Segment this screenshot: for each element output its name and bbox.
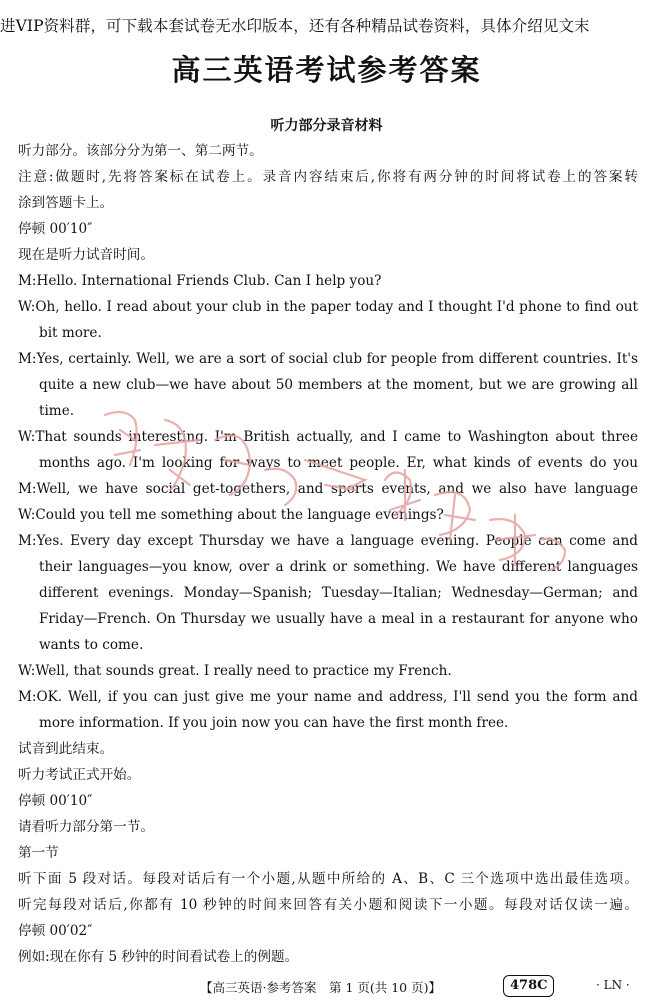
transcript-line: 听下面 5 段对话。每段对话后有一个小题,从题中所给的 A、B、C 三个选项中选出最佳选项。 [18, 871, 638, 887]
footer-page-info: 【高三英语·参考答案 第 1 页(共 10 页)】 [200, 980, 441, 995]
footer-region-mark: · LN · [596, 978, 630, 992]
transcript-line: W:That sounds interesting. I'm British actually, and I came to Washington about three [18, 429, 638, 445]
page-footer [0, 975, 653, 999]
transcript-line: 停顿 00′10″ [18, 793, 93, 809]
transcript-line: 听完每段对话后,你都有 10 秒钟的时间来回答有关小题和阅读下一小题。每段对话仅读一遍。 [18, 897, 638, 913]
transcript-line: M:Yes. Every day except Thursday we have a language evening. People can come and [18, 533, 638, 549]
transcript-line: M:Well, we have social get-togethers, and sports events, and we also have language [18, 481, 638, 497]
transcript-line: W:Could you tell me something about the language evenings? [18, 507, 444, 523]
transcript-line: M:OK. Well, if you can just give me your name and address, I'll send you the form and [18, 689, 638, 705]
transcript-line: 第一节 [18, 845, 59, 861]
transcript-line: 听力考试正式开始。 [18, 767, 141, 783]
transcript-line: bit more. [39, 325, 102, 341]
transcript-line: wants to come. [39, 637, 144, 653]
page-title: 高三英语考试参考答案 [171, 53, 482, 87]
transcript-line: W:Oh, hello. I read about your club in the paper today and I thought I'd phone to find out [18, 299, 638, 315]
transcript-line: 停顿 00′02″ [18, 923, 93, 939]
transcript-line: M:Hello. International Friends Club. Can I help you? [18, 273, 382, 289]
transcript-line: 注意:做题时,先将答案标在试卷上。录音内容结束后,你将有两分钟的时间将试卷上的答案转 [18, 169, 638, 185]
promo-banner: 进VIP资料群，可下载本套试卷无水印版本，还有各种精品试卷资料，具体介绍见文末 [0, 17, 590, 35]
exam-code-badge: 478C [503, 975, 554, 997]
transcript-line: 请看听力部分第一节。 [18, 819, 154, 835]
transcript-line: different evenings. Monday—Spanish; Tuesday—Italian; Wednesday—German; and [39, 585, 638, 601]
transcript-line: W:Well, that sounds great. I really need to practice my French. [18, 663, 452, 679]
transcript-line: 试音到此结束。 [18, 741, 114, 757]
transcript-line: their languages—you know, over a drink or something. We have different languages [39, 559, 638, 575]
transcript-line: months ago. I'm looking for ways to meet people. Er, what kinds of events do you [39, 455, 638, 471]
transcript-line: 现在是听力试音时间。 [18, 247, 154, 263]
transcript-body [18, 138, 638, 970]
transcript-line: 听力部分。该部分分为第一、第二两节。 [18, 143, 263, 159]
transcript-line: 例如:现在你有 5 秒钟的时间看试卷上的例题。 [18, 949, 299, 965]
transcript-line: Friday—French. On Thursday we usually have a meal in a restaurant for anyone who [39, 611, 638, 627]
transcript-line: quite a new club—we have about 50 members at the moment, but we are growing all [39, 377, 638, 393]
transcript-line: 停顿 00′10″ [18, 221, 93, 237]
transcript-line: time. [39, 403, 75, 419]
section-subtitle: 听力部分录音材料 [270, 118, 383, 134]
transcript-line: more information. If you join now you can have the first month free. [39, 715, 509, 731]
transcript-line: 涂到答题卡上。 [18, 195, 114, 211]
transcript-line: M:Yes, certainly. Well, we are a sort of social club for people from different countries. It's [18, 351, 638, 367]
